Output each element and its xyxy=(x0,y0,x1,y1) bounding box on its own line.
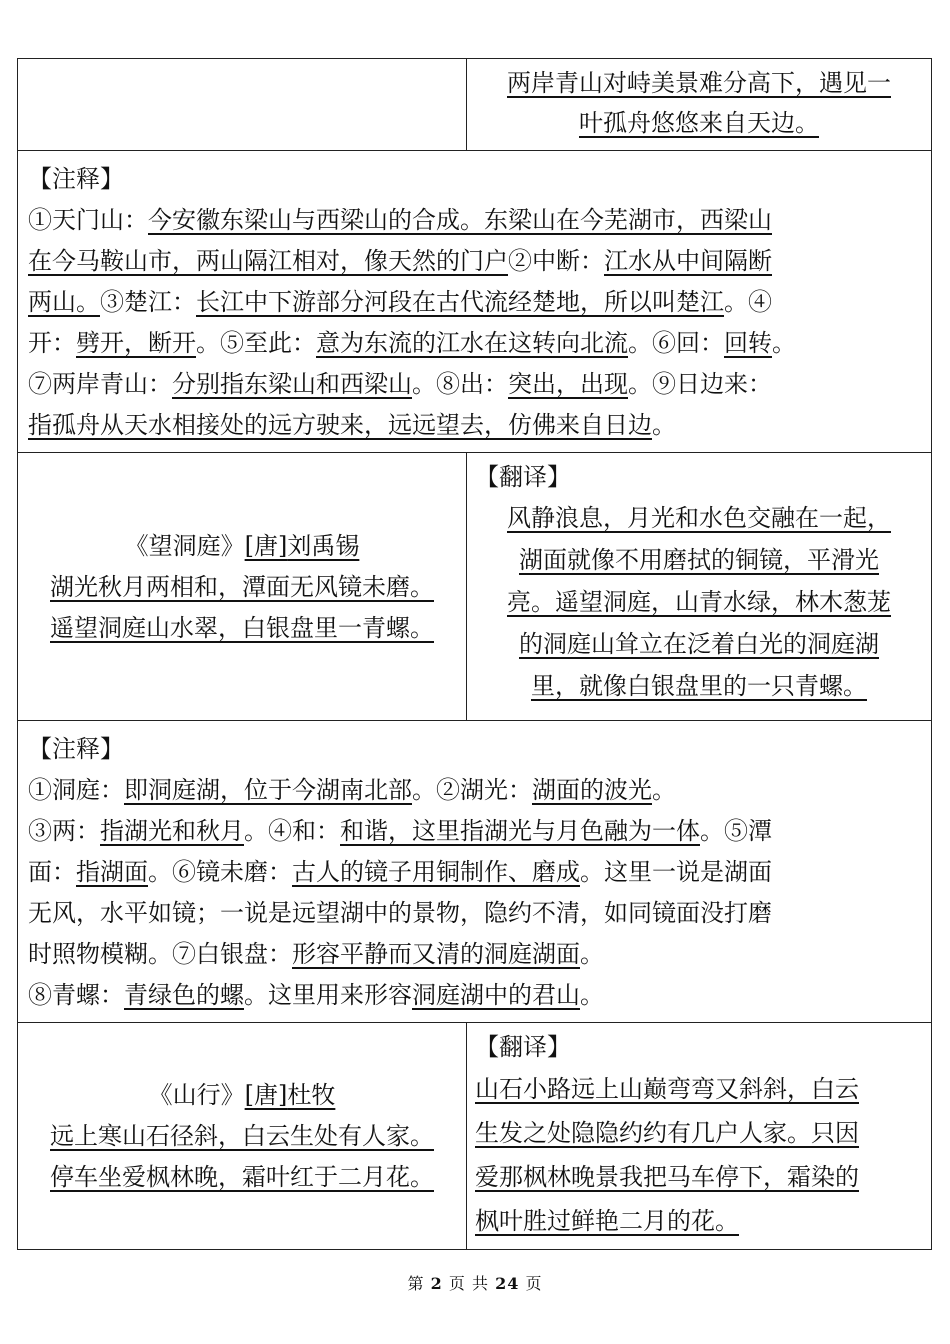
translation-cell-2 xyxy=(467,453,932,721)
poem-title: 《望洞庭》[唐]刘禹锡 xyxy=(124,531,360,560)
page-number: 2 xyxy=(430,1274,443,1293)
translation-line: 两岸青山对峙美景难分高下，遇见一 xyxy=(507,69,891,97)
translation-line: 里，就像白银盘里的一只青螺。 xyxy=(531,672,867,700)
poem-line: 远上寒山石径斜，白云生处有人家。 xyxy=(50,1122,434,1150)
note-line: 时照物模糊。⑦白银盘：形容平静而又清的洞庭湖面。 xyxy=(28,940,604,968)
poem-row-2 xyxy=(18,453,932,721)
note-line: 面：指湖面。⑥镜未磨：古人的镜子用铜制作、磨成。这里一说是湖面 xyxy=(28,858,772,886)
notes-row-1 xyxy=(18,151,932,453)
translation-label: 【翻译】 xyxy=(475,463,571,491)
note-line: 指孤舟从天水相接处的远方驶来，远远望去，仿佛来自日边。 xyxy=(28,411,676,439)
notes-header: 【注释】 xyxy=(28,735,124,763)
notes-header: 【注释】 xyxy=(28,165,124,193)
translation-line: 生发之处隐隐约约有几户人家。只因 xyxy=(475,1119,859,1147)
translation-label: 【翻译】 xyxy=(475,1033,571,1061)
poem-cell-2 xyxy=(18,453,467,721)
top-left-empty-cell xyxy=(18,59,467,151)
top-translation-cell xyxy=(467,59,932,151)
page-footer: 第 2 页 共 24 页 xyxy=(407,1274,543,1293)
note-line: ⑧青螺：青绿色的螺。这里用来形容洞庭湖中的君山。 xyxy=(28,981,604,1009)
translation-line: 爱那枫林晚景我把马车停下，霜染的 xyxy=(475,1163,859,1191)
poem-line: 遥望洞庭山水翠，白银盘里一青螺。 xyxy=(50,613,434,642)
note-line: ③两：指湖光和秋月。④和：和谐，这里指湖光与月色融为一体。⑤潭 xyxy=(28,817,772,845)
poem-line: 湖光秋月两相和，潭面无风镜未磨。 xyxy=(50,572,434,601)
translation-line: 的洞庭山耸立在泛着白光的洞庭湖 xyxy=(519,630,879,658)
translation-cell-3 xyxy=(467,1023,932,1250)
page-total: 24 xyxy=(495,1274,520,1293)
content-table xyxy=(17,58,932,1250)
translation-line: 山石小路远上山巅弯弯又斜斜，白云 xyxy=(475,1075,859,1103)
poem-row-3 xyxy=(18,1023,932,1250)
top-row xyxy=(18,59,932,151)
note-line: 开：劈开，断开。⑤至此：意为东流的江水在这转向北流。⑥回：回转。 xyxy=(28,329,796,357)
note-line: ①天门山：今安徽东梁山与西梁山的合成。东梁山在今芜湖市，西梁山 xyxy=(28,206,772,234)
translation-line: 亮。遥望洞庭，山青水绿，林木葱茏 xyxy=(507,588,891,616)
translation-line: 风静浪息，月光和水色交融在一起， xyxy=(507,504,891,532)
poem-cell-3 xyxy=(18,1023,467,1250)
translation-line: 叶孤舟悠悠来自天边。 xyxy=(579,109,819,137)
notes-row-2 xyxy=(18,721,932,1023)
note-line: ⑦两岸青山：分别指东梁山和西梁山。⑧出：突出，出现。⑨日边来： xyxy=(28,370,772,398)
notes-cell-1 xyxy=(18,151,932,453)
note-line: 无风，水平如镜；一说是远望湖中的景物，隐约不清，如同镜面没打磨 xyxy=(28,899,772,927)
translation-line: 枫叶胜过鲜艳二月的花。 xyxy=(475,1207,739,1235)
note-line: 两山。③楚江：长江中下游部分河段在古代流经楚地，所以叫楚江。④ xyxy=(28,288,772,316)
poem-line: 停车坐爱枫林晚，霜叶红于二月花。 xyxy=(50,1163,434,1191)
translation-line: 湖面就像不用磨拭的铜镜，平滑光 xyxy=(519,546,879,574)
poem-title: 《山行》[唐]杜牧 xyxy=(148,1081,336,1109)
note-line: 在今马鞍山市，两山隔江相对，像天然的门户②中断：江水从中间隔断 xyxy=(28,247,772,275)
notes-cell-2 xyxy=(18,721,932,1023)
note-line: ①洞庭：即洞庭湖，位于今湖南北部。②湖光：湖面的波光。 xyxy=(28,776,676,804)
